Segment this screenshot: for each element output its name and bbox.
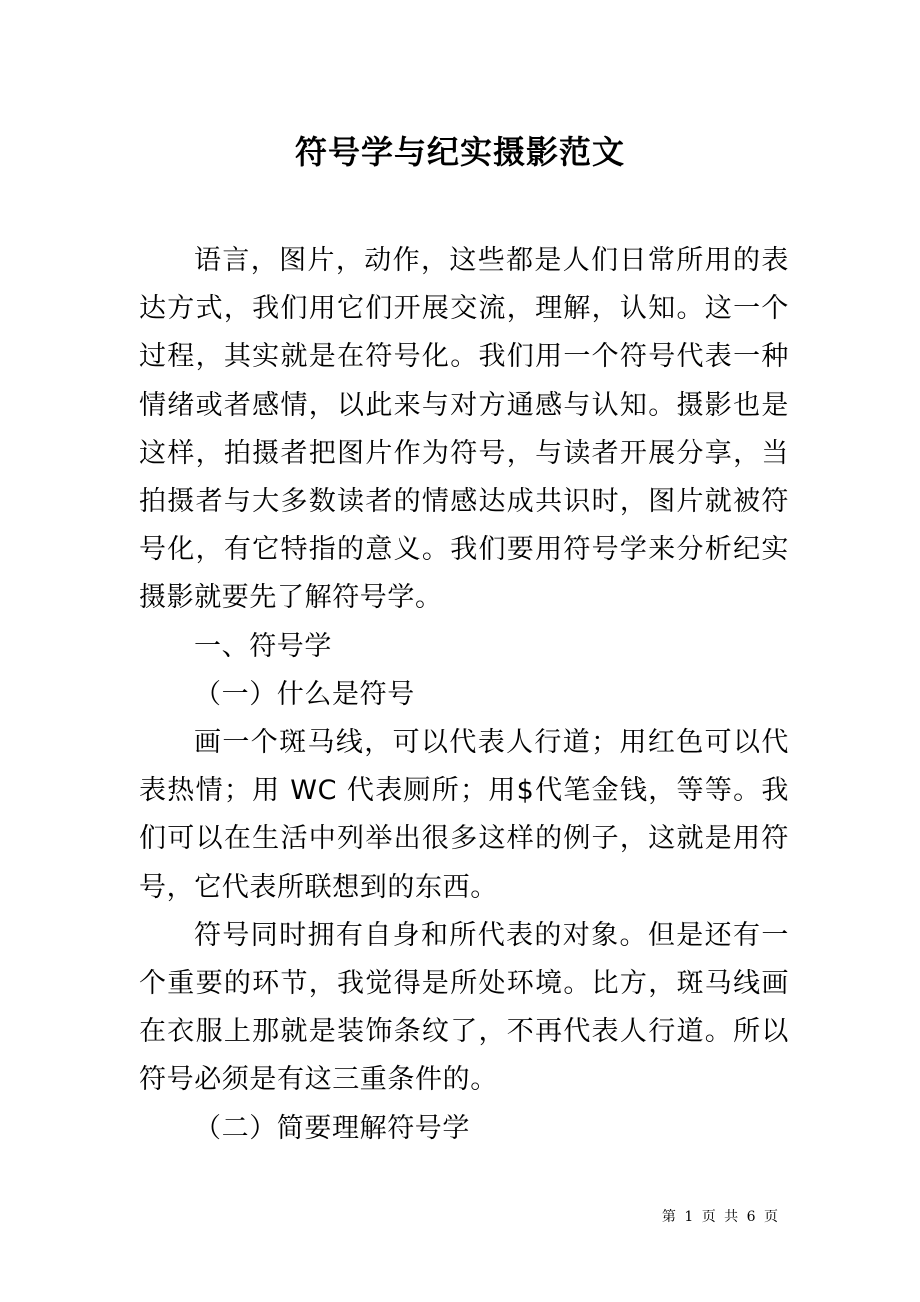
document-title: 符号学与纪实摄影范文 <box>294 133 625 171</box>
paragraph-intro: 语言，图片，动作，这些都是人们日常所用的表达方式，我们用它们开展交流，理解，认知。这一个过程，其实就是在符号化。我们用一个符号代表一种情绪或者感情，以此来与对方通感与认知。摄影也是这样，拍摄者把图片作为符号，与读者开展分享，当拍摄者与大多数读者的情感达成共识时，图片就被符号化，有它特指的意义。我们要用符号学来分析纪实摄影就要先了解符号学。 <box>139 245 789 614</box>
subsection-heading-understanding-semiotics: （二）简要理解符号学 <box>194 1112 470 1144</box>
section-heading-semiotics: 一、符号学 <box>194 630 332 662</box>
paragraph-symbol-conditions: 符号同时拥有自身和所代表的对象。但是还有一个重要的环节，我觉得是所处环境。比方，斑马线画在衣服上那就是装饰条纹了，不再代表人行道。所以符号必须是有这三重条件的。 <box>139 919 789 1096</box>
paragraph-symbol-examples: 画一个斑马线，可以代表人行道；用红色可以代表热情；用 WC 代表厕所；用$代笔金钱，等等。我们可以在生活中列举出很多这样的例子，这就是用符号，它代表所联想到的东西。 <box>139 727 789 903</box>
document-body <box>139 237 789 1153</box>
page-number-footer: 第 1 页 共 6 页 <box>661 1209 780 1225</box>
subsection-heading-what-is-symbol: （一）什么是符号 <box>194 678 415 710</box>
